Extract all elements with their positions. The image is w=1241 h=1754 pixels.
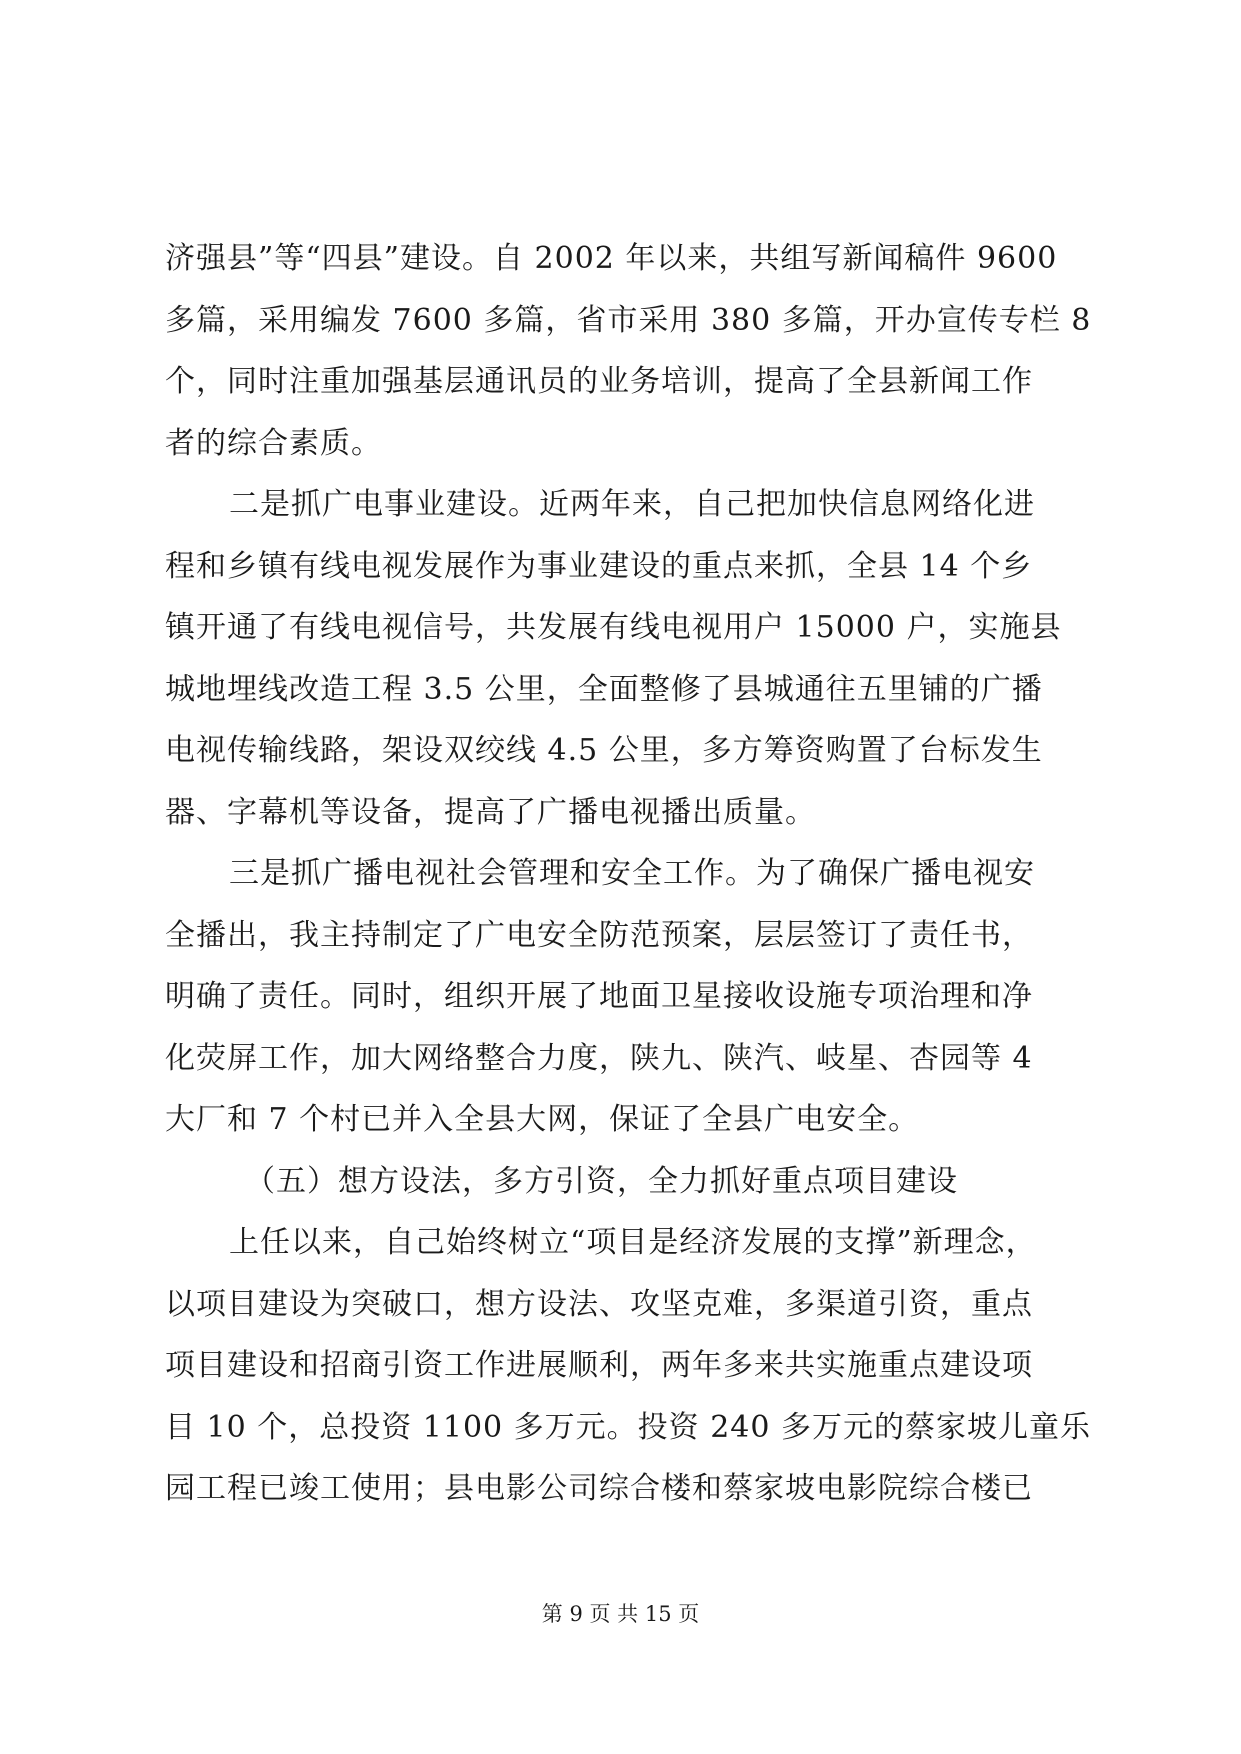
paragraph-start-line: 二是抓广电事业建设。近两年来，自己把加快信息网络化进: [229, 487, 1035, 522]
body-text: [165, 228, 1092, 1520]
text-line: 明确了责任。同时，组织开展了地面卫星接收设施专项治理和净: [165, 979, 1033, 1014]
text-line: 个，同时注重加强基层通讯员的业务培训，提高了全县新闻工作: [165, 364, 1033, 399]
text-line: 项目建设和招商引资工作进展顺利，两年多来共实施重点建设项: [165, 1348, 1033, 1383]
paragraph-start-line: 上任以来，自己始终树立“项目是经济发展的支撑”新理念，: [229, 1225, 1037, 1260]
text-line: 园工程已竣工使用；县电影公司综合楼和蔡家坡电影院综合楼已: [165, 1471, 1033, 1506]
text-line: 化荧屏工作，加大网络整合力度，陕九、陕汽、岐星、杏园等 4: [165, 1040, 1033, 1076]
text-line: 大厂和 7 个村已并入全县大网，保证了全县广电安全。: [165, 1102, 920, 1137]
text-line: 者的综合素质。: [165, 425, 382, 461]
text-line: 全播出，我主持制定了广电安全防范预案，层层签订了责任书，: [165, 917, 1033, 953]
text-line: 城地埋线改造工程 3.5 公里，全面整修了县城通往五里铺的广播: [165, 671, 1043, 707]
text-line: 程和乡镇有线电视发展作为事业建设的重点来抓，全县 14 个乡: [165, 548, 1033, 584]
text-line: 以项目建设为突破口，想方设法、攻坚克难，多渠道引资，重点: [165, 1286, 1033, 1322]
section-heading: （五）想方设法，多方引资，全力抓好重点项目建设: [245, 1163, 958, 1199]
text-line: 多篇，采用编发 7600 多篇，省市采用 380 多篇，开办宣传专栏 8: [165, 302, 1092, 338]
text-line: 济强县”等“四县”建设。自 2002 年以来，共组写新闻稿件 9600: [165, 241, 1058, 276]
text-line: 电视传输线路，架设双绞线 4.5 公里，多方筹资购置了台标发生: [165, 733, 1043, 768]
paragraph-start-line: 三是抓广播电视社会管理和安全工作。为了确保广播电视安: [229, 856, 1035, 891]
text-line: 目 10 个，总投资 1100 多万元。投资 240 多万元的蔡家坡儿童乐: [165, 1409, 1091, 1445]
text-line: 镇开通了有线电视信号，共发展有线电视用户 15000 户，实施县: [165, 610, 1062, 645]
page-number-footer: 第 9 页 共 15 页: [541, 1602, 700, 1626]
text-line: 器、字幕机等设备，提高了广播电视播出质量。: [165, 794, 816, 830]
